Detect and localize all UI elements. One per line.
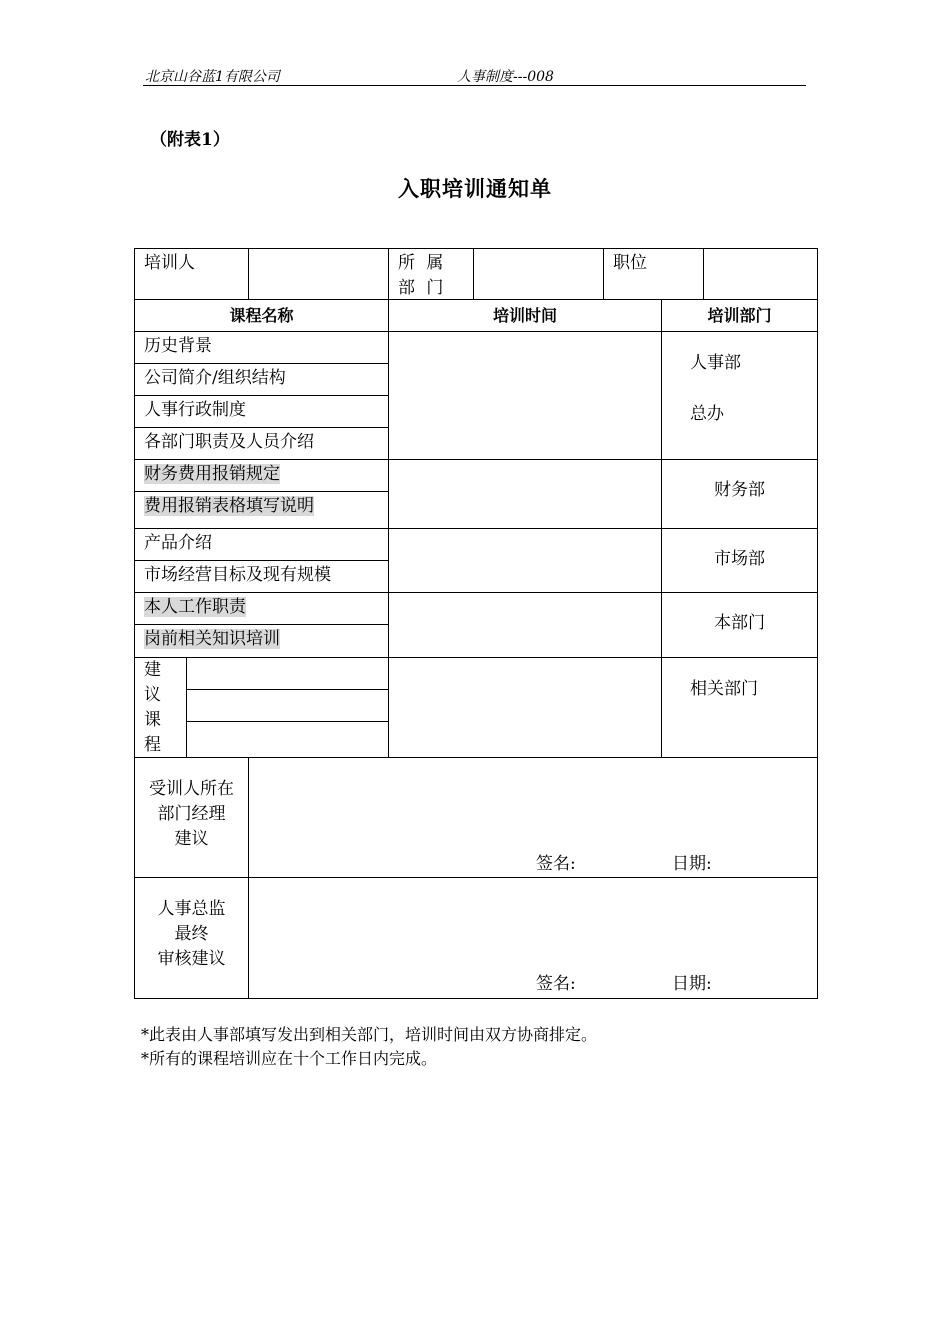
- training-dept-cell: [662, 332, 817, 460]
- course-row: 公司简介/组织结构: [135, 364, 389, 396]
- course-name-header: 课程名称: [135, 300, 389, 332]
- suggested-course-input[interactable]: [187, 658, 389, 690]
- course-row: 费用报销表格填写说明: [135, 492, 389, 529]
- hr-director-review-label: 人事总监 最终 审核建议: [135, 878, 249, 998]
- suggested-course-input[interactable]: [187, 722, 389, 758]
- training-time-header: 培训时间: [389, 300, 662, 332]
- header-doc-code: 人事制度---008: [457, 69, 554, 85]
- suggested-course-label: 建 议 课 程: [135, 658, 187, 758]
- training-time-cell[interactable]: [389, 460, 662, 529]
- course-row: 历史背景: [135, 332, 389, 364]
- position-value[interactable]: [704, 249, 817, 300]
- footnote: *此表由人事部填写发出到相关部门，培训时间由双方协商排定。: [141, 1025, 598, 1044]
- signature-label: 签名:: [536, 974, 576, 994]
- training-form-table: [134, 248, 818, 999]
- dept-related-cell: [662, 658, 817, 758]
- course-row: 产品介绍: [135, 529, 389, 561]
- header-divider: [143, 85, 806, 86]
- date-label: 日期:: [672, 854, 712, 874]
- suggested-course-input[interactable]: [187, 690, 389, 722]
- footnote: *所有的课程培训应在十个工作日内完成。: [141, 1049, 438, 1068]
- trainee-label: 培训人: [135, 249, 249, 300]
- dept-label: 所 属 部 门: [389, 249, 474, 300]
- course-row: 本人工作职责: [135, 593, 389, 625]
- course-row: 岗前相关知识培训: [135, 625, 389, 658]
- dept-related: 相关部门: [690, 679, 758, 699]
- dept-value[interactable]: [474, 249, 604, 300]
- training-dept-header: 培训部门: [662, 300, 817, 332]
- hr-director-review-field[interactable]: [249, 878, 817, 998]
- dept-finance: 财务部: [662, 460, 817, 529]
- training-time-cell[interactable]: [389, 593, 662, 658]
- header-company: 北京山谷蓝1有限公司: [145, 69, 280, 85]
- dept-hr: 人事部: [690, 353, 741, 373]
- manager-review-field[interactable]: [249, 758, 817, 878]
- dept-own: 本部门: [662, 593, 817, 658]
- training-time-cell[interactable]: [389, 332, 662, 460]
- appendix-label: （附表1）: [150, 130, 230, 150]
- course-row: 财务费用报销规定: [135, 460, 389, 492]
- dept-general-office: 总办: [690, 404, 724, 424]
- course-row: 市场经营目标及现有规模: [135, 561, 389, 593]
- course-row: 各部门职责及人员介绍: [135, 428, 389, 460]
- training-time-cell[interactable]: [389, 658, 662, 758]
- course-row: 人事行政制度: [135, 396, 389, 428]
- dept-market: 市场部: [662, 529, 817, 593]
- signature-label: 签名:: [536, 854, 576, 874]
- footnotes: [141, 1023, 597, 1071]
- training-time-cell[interactable]: [389, 529, 662, 593]
- manager-review-label: 受训人所在 部门经理 建议: [135, 758, 249, 878]
- date-label: 日期:: [672, 974, 712, 994]
- trainee-value[interactable]: [249, 249, 389, 300]
- position-label: 职位: [604, 249, 704, 300]
- document-title: 入职培训通知单: [398, 176, 552, 201]
